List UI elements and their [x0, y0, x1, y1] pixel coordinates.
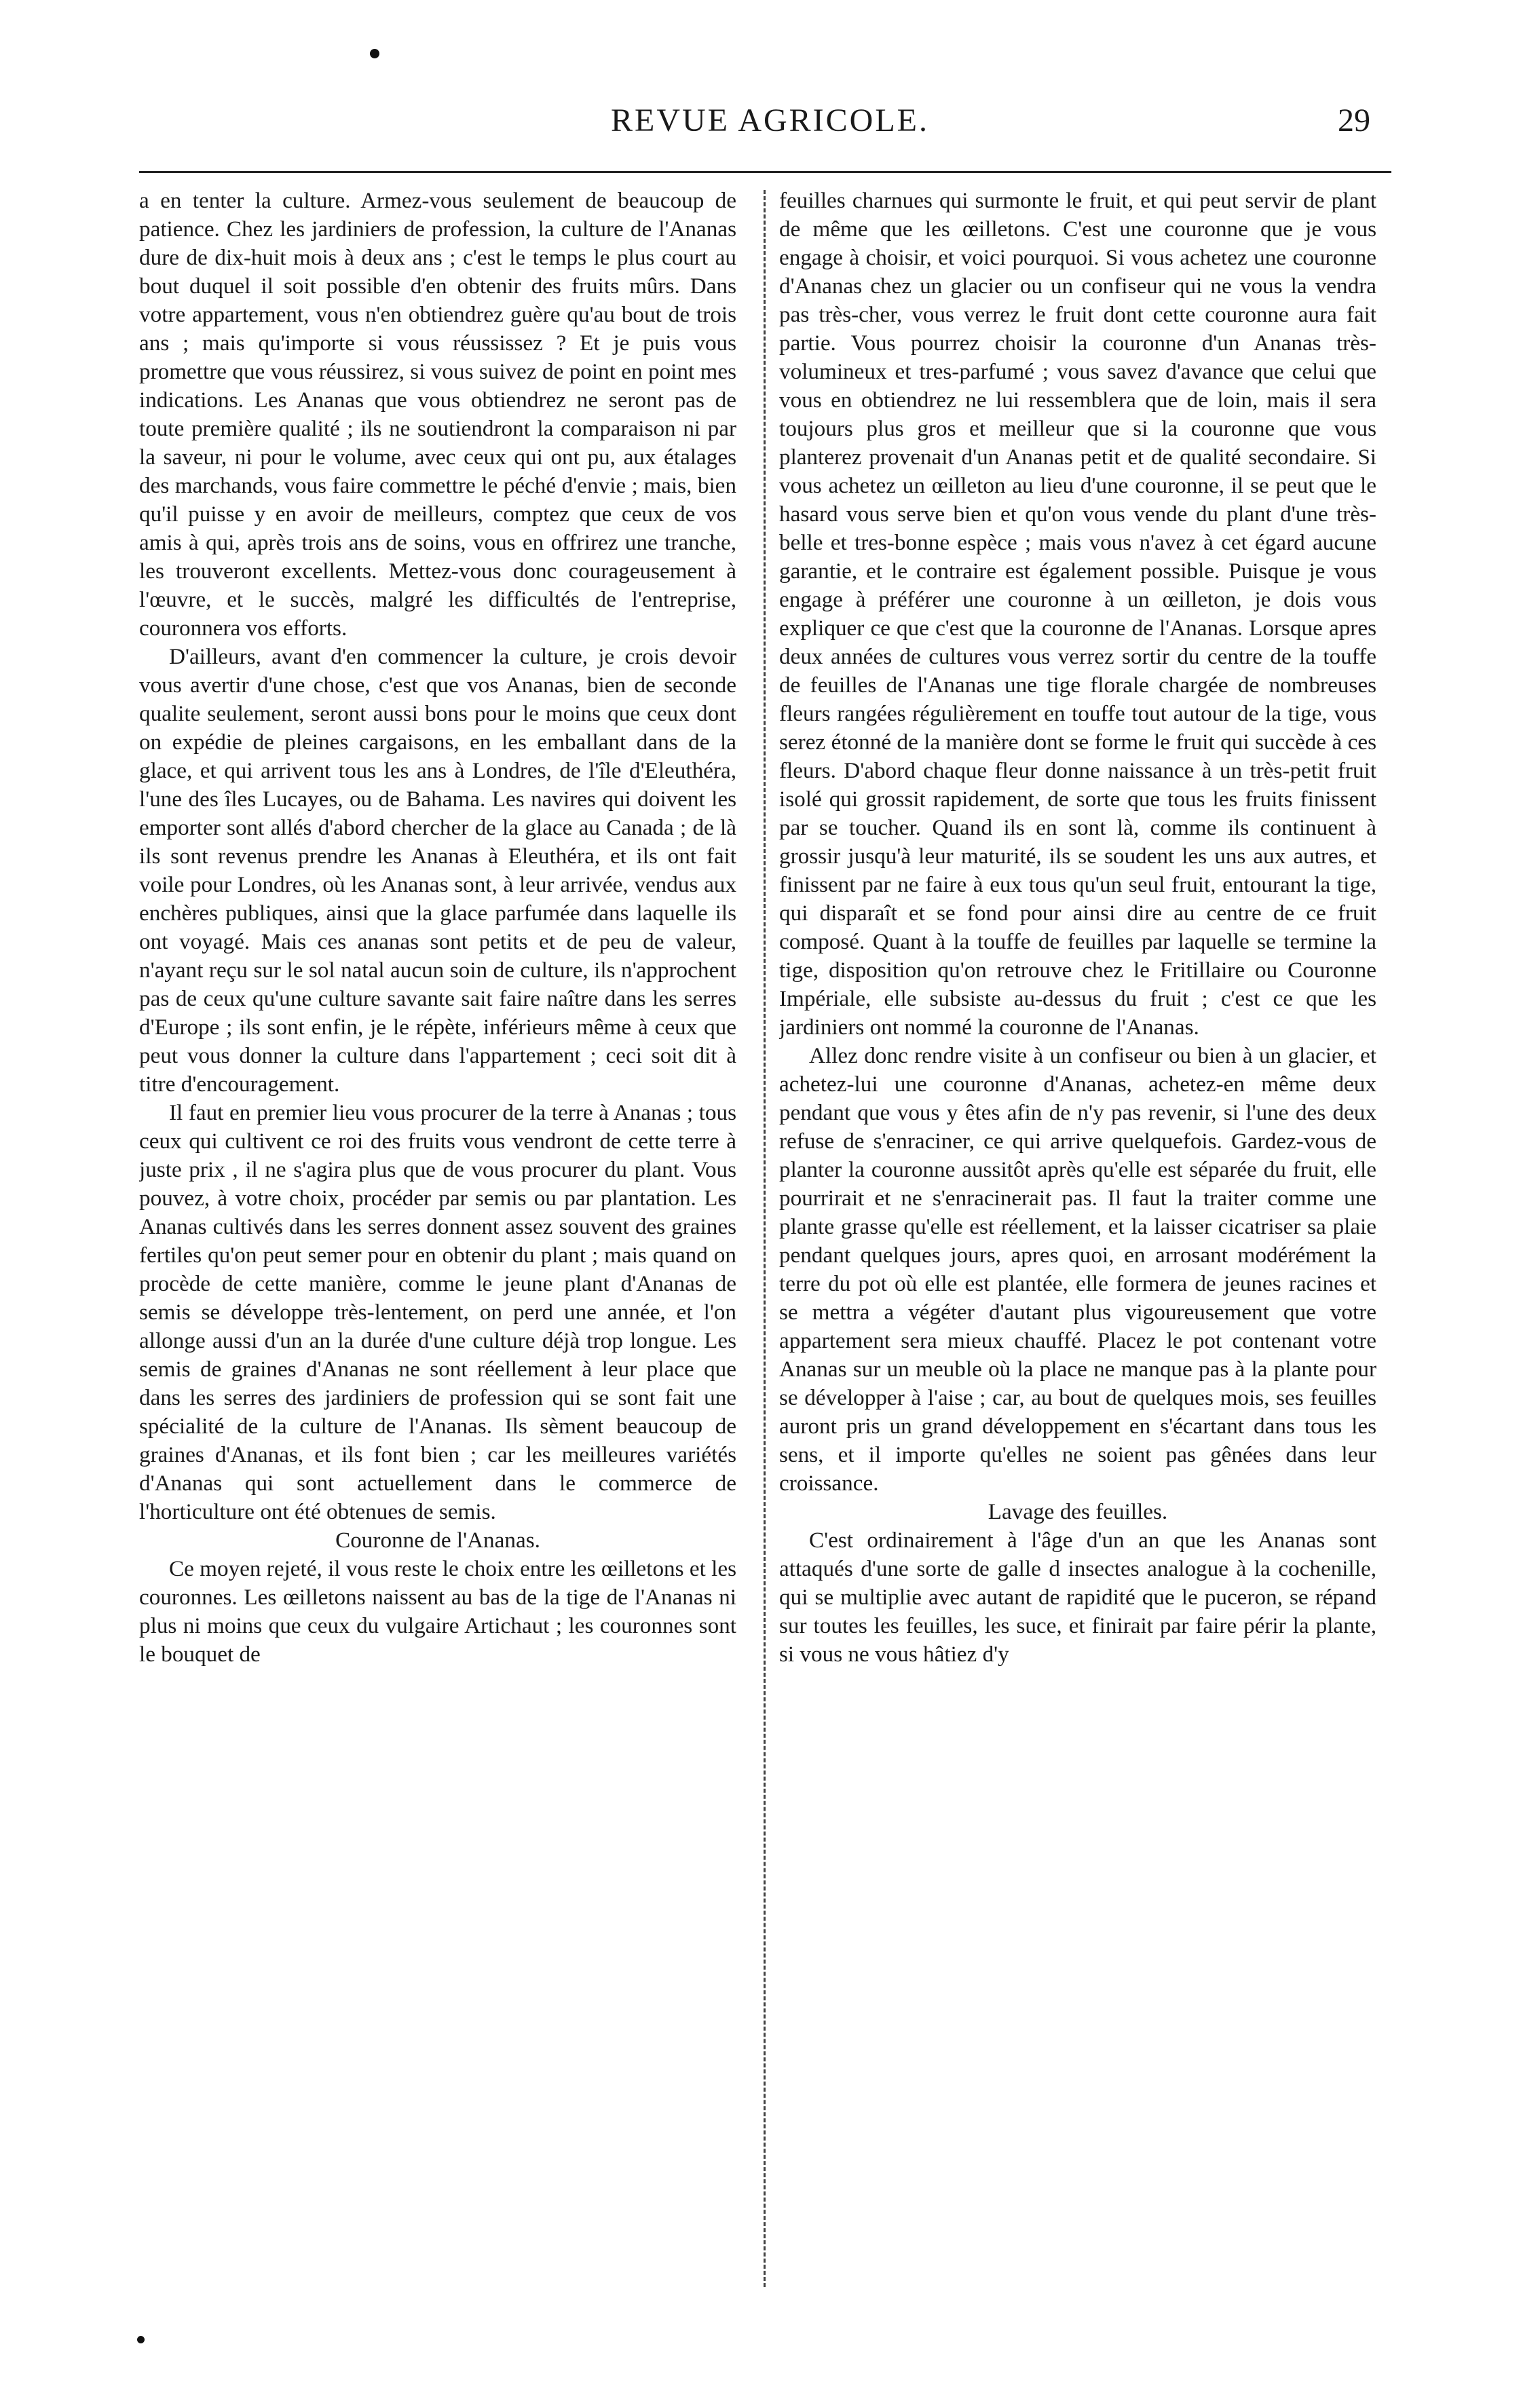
paragraph: Ce moyen rejeté, il vous reste le choix entre les œilletons et les couronnes. Les œilletons naissent au bas de la tige de l'Ananas ni plus ni moins que ceux du vulgaire Artichaut ; les couronnes sont le bouquet de: [139, 1556, 736, 1667]
paragraph: Il faut en premier lieu vous procurer de la terre à Ananas ; tous ceux qui cultivent ce roi des fruits vous vendront de cette terre à juste prix , il ne s'agira plus que de vous procurer du plant. Vous pouvez, à votre choix, procéder par semis ou par plantation. Les Ananas cultivés dans les serres donnent assez souvent des graines fertiles qu'on peut semer pour en obtenir du plant ; mais quand on procède de cette manière, comme le jeune plant d'Ananas de semis se développe très-lentement, on perd une année, et l'on allonge aussi d'un an la durée d'une culture déjà trop longue. Les semis de graines d'Ananas ne sont réellement à leur place que dans les serres des jardiniers de profession qui se sont fait une spécialité de la culture de l'Ananas. Ils sèment beaucoup de graines d'Ananas, et ils font bien ; car les meilleures variétés d'Ananas qui sont actuellement dans le commerce de l'horticulture ont été obtenues de semis.: [139, 1100, 736, 1524]
paragraph: C'est ordinairement à l'âge d'un an que les Ananas sont attaqués d'une sorte de galle d insectes analogue à la cochenille, qui se multiplie avec autant de rapidité que le puceron, se répand sur toutes les feuilles, les suce, et finirait par faire périr la plante, si vous ne vous hâtiez d'y: [779, 1528, 1376, 1667]
section-heading: Lavage des feuilles.: [988, 1499, 1168, 1524]
section-heading: Couronne de l'Ananas.: [335, 1528, 540, 1553]
paragraph: feuilles charnues qui surmonte le fruit, et qui peut servir de plant de même que les œilletons. C'est une couronne que je vous engage à choisir, et voici pourquoi. Si vous achetez une couronne d'Ananas chez un glacier ou un confiseur qui ne vous la vendra pas très-cher, vous verrez le fruit dont cette couronne aura fait partie. Vous pourrez choisir la couronne d'un Ananas très-volumineux et tres-parfumé ; vous savez d'avance que celui que vous en obtiendrez ne lui ressemblera que de loin, mais il sera toujours plus gros et meilleur que si la couronne que vous planterez provenait d'un Ananas petit et de qualité secondaire. Si vous achetez un œilleton au lieu d'une couronne, il se peut que le hasard vous serve bien et qu'on vous vende du plant d'une très-belle et tres-bonne espèce ; mais vous n'avez à cet égard aucune garantie, et le contraire est également possible. Puisque je vous engage à préférer une couronne à un œilleton, je dois vous expliquer ce que c'est que la couronne de l'Ananas. Lorsque apres deux années de cultures vous verrez sortir du centre de la touffe de feuilles de l'Ananas une tige florale chargée de nombreuses fleurs rangées régulièrement en touffe tout autour de la tige, vous serez étonné de la manière dont se forme le fruit qui succède à ces fleurs. D'abord chaque fleur donne naissance à un très-petit fruit isolé qui grossit rapidement, de sorte que tous les fruits finissent par se toucher. Quand ils en sont là, comme ils continuent à grossir jusqu'à leur maturité, ils se soudent les uns aux autres, et finissent par ne faire à eux tous qu'un seul fruit, entourant la tige, qui disparaît et se fond pour ainsi dire au centre de ce fruit composé. Quant à la touffe de feuilles par laquelle se termine la tige, disposition qu'on retrouve chez le Fritillaire ou Couronne Impériale, elle subsiste au-dessus du fruit ; c'est ce que les jardiniers ont nommé la couronne de l'Ananas.: [779, 188, 1376, 1040]
paragraph: Allez donc rendre visite à un confiseur ou bien à un glacier, et achetez-lui une couronne d'Ananas, achetez-en même deux pendant que vous y êtes afin de n'y pas revenir, si l'une des deux refuse de s'enraciner, ce qui arrive quelquefois. Gardez-vous de planter la couronne aussitôt après qu'elle est séparée du fruit, elle pourrirait et ne s'enracinerait pas. Il faut la traiter comme une plante grasse qu'elle est réellement, et la laisser cicatriser sa plaie pendant quelques jours, apres quoi, en arrosant modérément la terre du pot où elle est plantée, elle formera de jeunes racines et se mettra a végéter d'autant plus vigoureusement que votre appartement sera mieux chauffé. Placez le pot contenant votre Ananas sur un meuble où la place ne manque pas à la plante pour se développer à l'aise ; car, au bout de quelques mois, ses feuilles auront pris un grand développement en s'écartant dans tous les sens, et il importe qu'elles ne soient pas gênées dans leur croissance.: [779, 1043, 1376, 1496]
paragraph: a en tenter la culture. Armez-vous seulement de beaucoup de patience. Chez les jardiniers de profession, la culture de l'Ananas dure de dix-huit mois à deux ans ; c'est le temps le plus court au bout duquel il soit possible d'en obtenir des fruits mûrs. Dans votre appartement, vous n'en obtiendrez guère qu'au bout de trois ans ; mais qu'importe si vous réussissez ? Et je puis vous promettre que vous réussirez, si vous suivez de point en point mes indications. Les Ananas que vous obtiendrez ne seront pas de toute première qualité ; ils ne soutiendront la comparaison ni par la saveur, ni pour le volume, avec ceux qui ont pu, aux étalages des marchands, vous faire commettre le péché d'envie ; mais, bien qu'il puisse y en avoir de meilleurs, comptez que ceux de vos amis à qui, après trois ans de soins, vous en offrirez une tranche, les trouveront excellents. Mettez-vous donc courageusement à l'œuvre, et le succès, malgré les difficultés de l'entreprise, couronnera vos efforts.: [139, 188, 736, 641]
page-number: 29: [1338, 102, 1370, 138]
header-rule: [139, 171, 1391, 173]
running-header-title: REVUE AGRICOLE.: [611, 102, 929, 138]
print-speck-top: [370, 49, 379, 58]
right-column: [779, 187, 1376, 2304]
left-column: [139, 187, 736, 2304]
print-speck-bottom: [137, 2336, 145, 2343]
column-divider: [764, 190, 766, 2287]
paragraph: D'ailleurs, avant d'en commencer la culture, je crois devoir vous avertir d'une chose, c'est que vos Ananas, bien de seconde qualite seulement, seront aussi bons pour le moins que ceux dont on expédie de pleines cargaisons, en les emballant dans de la glace, et qui arrivent tous les ans à Londres, de l'île d'Eleuthéra, l'une des îles Lucayes, ou de Bahama. Les navires qui doivent les emporter sont allés d'abord chercher de la glace au Canada ; de là ils sont revenus prendre les Ananas à Eleuthéra, et ils ont fait voile pour Londres, où les Ananas sont, à leur arrivée, vendus aux enchères publiques, ainsi que la glace parfumée dans laquelle ils ont voyagé. Mais ces ananas sont petits et de peu de valeur, n'ayant reçu sur le sol natal aucun soin de culture, ils n'approchent pas de ceux qu'une culture savante sait faire naître dans les serres d'Europe ; ils sont enfin, je le répète, inférieurs même à ceux que peut vous donner la culture dans l'appartement ; ceci soit dit à titre d'encouragement.: [139, 644, 736, 1097]
